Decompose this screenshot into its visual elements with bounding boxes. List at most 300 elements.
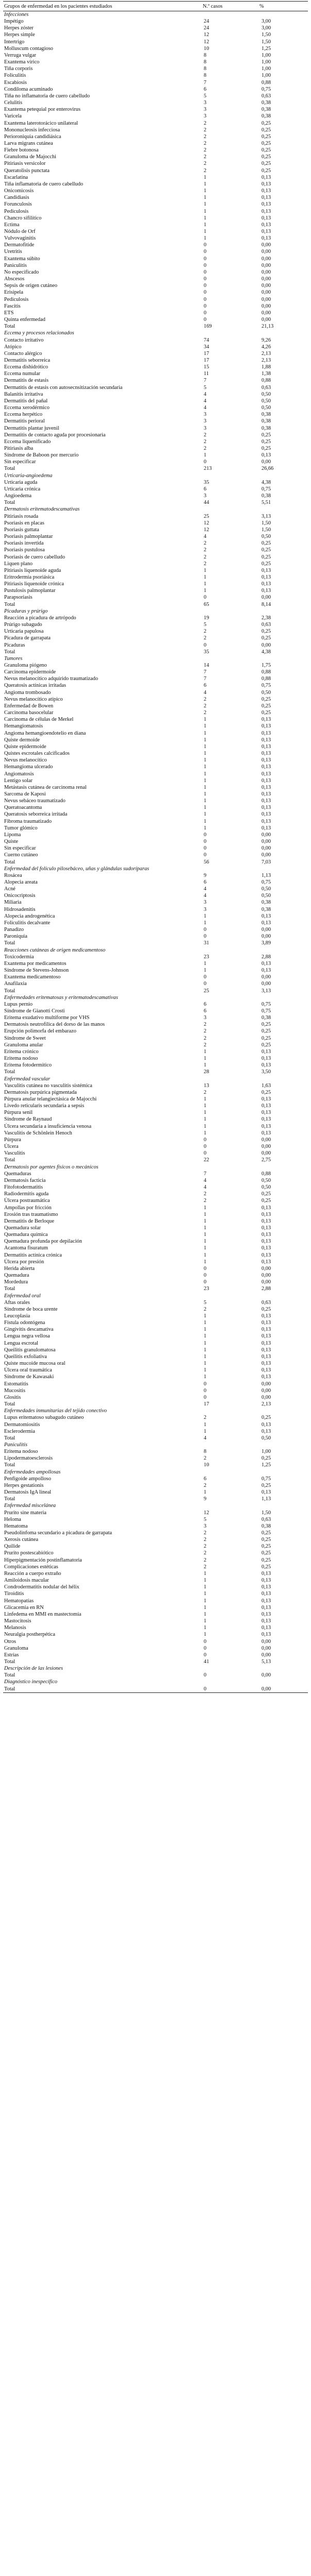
percent-cell: 0,25 <box>261 432 271 438</box>
diagnosis-cell: Quiste mucoide mucosa oral <box>4 1361 66 1367</box>
percent-cell: 0,00 <box>261 1652 271 1658</box>
cases-cell: 7 <box>204 669 207 675</box>
cases-cell: 5 <box>204 384 207 391</box>
table-row <box>3 615 308 621</box>
diagnosis-cell: Nevus sebáceo traumatizado <box>4 798 66 804</box>
cases-cell: 2 <box>204 1022 207 1028</box>
cases-cell: 1 <box>204 1361 207 1367</box>
table-row <box>3 1387 308 1394</box>
diagnosis-cell: Síndrome de boca urente <box>4 1306 58 1312</box>
table-row <box>3 1590 308 1597</box>
total-label: Total <box>3 1686 202 1693</box>
percent-cell: 0,00 <box>261 642 271 648</box>
table-body <box>3 11 308 1693</box>
percent-cell: 0,00 <box>261 269 271 275</box>
percent-cell: 3,00 <box>261 19 271 25</box>
percent-cell: 0,13 <box>261 960 271 967</box>
diagnosis-cell: Lengua negra vellosa <box>4 1333 50 1340</box>
percent-cell: 0,13 <box>261 222 271 228</box>
percent-cell: 0,50 <box>261 886 271 892</box>
group-title: Infecciones <box>4 12 29 18</box>
total-cases: 28 <box>204 1069 209 1075</box>
diagnosis-cell: Exantema petequial por enterovirus <box>4 107 81 113</box>
cases-cell: 1 <box>204 208 207 214</box>
table-row <box>3 1645 308 1652</box>
percent-cell: 0,00 <box>261 1387 271 1394</box>
diagnosis-cell: Vulvovaginitis <box>4 235 36 242</box>
cases-cell: 1 <box>204 913 207 919</box>
table-row <box>3 1516 308 1523</box>
cases-cell: 1 <box>204 1578 207 1584</box>
percent-cell: 0,00 <box>261 1265 271 1272</box>
total-row <box>3 1157 308 1163</box>
table-row <box>3 1604 308 1611</box>
cases-cell: 2 <box>204 1042 207 1048</box>
cases-cell: 1 <box>204 1632 207 1638</box>
cases-cell: 3 <box>204 1523 207 1529</box>
diagnosis-cell: Dermatosis facticia <box>4 1177 46 1183</box>
table-row <box>3 1103 308 1109</box>
percent-cell: 0,88 <box>261 676 271 682</box>
total-cases: 0 <box>204 1672 207 1679</box>
total-percent: 2,75 <box>261 1157 271 1163</box>
table-row <box>3 140 308 147</box>
cases-cell: 1 <box>204 1598 207 1604</box>
diagnosis-cell: Queratosis seborreica irritada <box>4 811 68 818</box>
total-label: Total <box>4 649 15 655</box>
percent-cell: 4,26 <box>261 344 271 350</box>
diagnosis-cell: Queratolisis punctata <box>4 167 50 174</box>
cases-cell: 1 <box>204 195 207 201</box>
table-row <box>3 587 308 594</box>
cases-cell: 2 <box>204 1198 207 1204</box>
percent-cell: 0,13 <box>261 574 271 580</box>
cases-cell: 3 <box>204 906 207 912</box>
total-percent: 7,03 <box>261 859 271 865</box>
diagnosis-cell: Púrpura <box>4 1137 21 1143</box>
table-row <box>3 689 308 696</box>
cases-cell: 8 <box>204 1449 207 1455</box>
cases-cell: 0 <box>204 1638 207 1645</box>
percent-cell: 1,38 <box>261 371 271 377</box>
table-row <box>3 1082 308 1089</box>
cases-cell: 12 <box>204 1510 209 1516</box>
percent-cell: 0,25 <box>261 1530 271 1536</box>
group-header-row <box>3 1076 308 1082</box>
cases-cell: 1 <box>204 1428 207 1434</box>
cases-cell: 4 <box>204 391 207 397</box>
percent-cell: 1,88 <box>261 364 271 370</box>
total-cases: 41 <box>204 1658 209 1665</box>
table-row <box>3 1360 308 1367</box>
diagnosis-cell: Liquen plano <box>4 561 33 567</box>
table-row <box>3 1374 308 1380</box>
cases-cell: 1 <box>204 235 207 242</box>
diagnosis-cell: Gingivitis descamativa <box>4 1327 54 1333</box>
diagnosis-cell: Hematopatías <box>4 1598 34 1604</box>
diagnosis-cell: Enfermedad de Bowen <box>4 703 54 709</box>
percent-cell: 0,50 <box>261 1177 271 1183</box>
percent-cell: 0,00 <box>261 310 271 316</box>
percent-cell: 0,13 <box>261 1123 271 1129</box>
table-row <box>3 818 308 825</box>
percent-cell: 0,13 <box>261 1353 271 1360</box>
percent-cell: 1,50 <box>261 1510 271 1516</box>
table-row <box>3 93 308 99</box>
diagnosis-cell: Mastocitosis <box>4 1618 31 1624</box>
diagnosis-cell: Penfigoide ampolloso <box>4 1476 51 1482</box>
total-label: Total <box>4 1435 15 1441</box>
table-row <box>3 248 308 255</box>
percent-cell: 0,25 <box>261 561 271 567</box>
cases-cell: 1 <box>204 825 207 831</box>
cases-cell: 1 <box>204 1239 207 1245</box>
percent-cell: 0,75 <box>261 879 271 885</box>
diagnosis-cell: Mordedura <box>4 1279 28 1285</box>
diagnosis-cell: Sin especificar <box>4 459 36 465</box>
percent-cell: 0,50 <box>261 534 271 540</box>
percent-cell: 0,25 <box>261 629 271 635</box>
table-row <box>3 208 308 215</box>
table-row <box>3 533 308 540</box>
cases-cell: 0 <box>204 262 207 268</box>
diagnosis-cell: Anafilaxia <box>4 981 27 987</box>
cases-cell: 0 <box>204 642 207 648</box>
group-header-row <box>3 866 308 872</box>
diagnosis-cell: Quistes escrotales calcificados <box>4 751 70 757</box>
table-row <box>3 418 308 425</box>
cases-cell: 0 <box>204 1150 207 1157</box>
diagnosis-cell: Parapsoriasis <box>4 595 32 601</box>
percent-cell: 0,13 <box>261 581 271 587</box>
percent-cell: 0,00 <box>261 1279 271 1285</box>
diagnosis-cell: Úlcera postraumática <box>4 1198 50 1204</box>
cases-cell: 1 <box>204 1103 207 1109</box>
group-title: Eccema y procesos relacionados <box>4 330 74 336</box>
group-title: Paniculitis <box>4 1442 28 1448</box>
cases-cell: 0 <box>204 1279 207 1285</box>
diagnosis-cell: Dermatitis perioral <box>4 418 45 425</box>
table-row <box>3 825 308 832</box>
cases-cell: 2 <box>204 710 207 716</box>
diagnosis-cell: Quemadura <box>4 1273 29 1279</box>
table-row <box>3 194 308 201</box>
table-row <box>3 1089 308 1096</box>
cases-cell: 12 <box>204 527 209 533</box>
cases-cell: 0 <box>204 845 207 852</box>
cases-cell: 17 <box>204 350 209 357</box>
percent-cell: 0,50 <box>261 405 271 411</box>
percent-cell: 0,13 <box>261 1110 271 1116</box>
table-row <box>3 1611 308 1618</box>
cases-cell: 0 <box>204 256 207 262</box>
diagnosis-cell: Quiste dermoide <box>4 737 40 743</box>
percent-cell: 0,25 <box>261 1028 271 1035</box>
percent-cell: 0,00 <box>261 262 271 268</box>
table-row <box>3 621 308 628</box>
table-row <box>3 716 308 723</box>
diagnosis-cell: Prúrigo subagudo <box>4 622 42 628</box>
total-cases: 23 <box>204 1286 209 1292</box>
percent-cell: 0,13 <box>261 764 271 770</box>
table-row <box>3 1137 308 1143</box>
diagnosis-cell: Tumor glómico <box>4 825 38 831</box>
diagnosis-cell: Paroniquia <box>4 934 28 940</box>
diagnosis-cell: Carcinoma de células de Merkel <box>4 717 74 723</box>
diagnosis-cell: Lipoma <box>4 832 21 838</box>
table-row <box>3 520 308 527</box>
table-row <box>3 635 308 641</box>
table-row <box>3 750 308 757</box>
percent-cell: 0,13 <box>261 777 271 784</box>
table-row <box>3 31 308 38</box>
diagnosis-cell: Estomatitis <box>4 1381 28 1387</box>
diagnosis-table <box>3 1 308 1693</box>
cases-cell: 2 <box>204 540 207 547</box>
cases-cell: 6 <box>204 86 207 92</box>
table-row <box>3 1279 308 1285</box>
total-percent: 3,13 <box>261 988 271 994</box>
diagnosis-cell: Complicaciones estéticas <box>4 1564 58 1570</box>
percent-cell: 0,13 <box>261 1611 271 1617</box>
diagnosis-cell: Amiloidosis macular <box>4 1578 49 1584</box>
total-percent: 4,38 <box>261 649 271 655</box>
diagnosis-cell: Tiña inflamatoria de cuero cabelludo <box>4 181 84 187</box>
percent-cell: 0,00 <box>261 317 271 323</box>
percent-cell: 0,13 <box>261 771 271 777</box>
cases-cell: 2 <box>204 438 207 445</box>
table-row <box>3 99 308 106</box>
diagnosis-cell: Pustulosis palmoplantar <box>4 588 56 594</box>
cases-cell: 0 <box>204 310 207 316</box>
cases-cell: 2 <box>204 167 207 174</box>
table-row <box>3 967 308 974</box>
table-row <box>3 303 308 310</box>
cases-cell: 0 <box>204 1144 207 1150</box>
cases-cell: 1 <box>204 771 207 777</box>
table-row <box>3 398 308 404</box>
table-row <box>3 459 308 465</box>
table-row <box>3 1564 308 1570</box>
total-cases: 22 <box>204 1157 209 1163</box>
percent-cell: 0,25 <box>261 1537 271 1543</box>
percent-cell: 0,13 <box>261 588 271 594</box>
table-row <box>3 282 308 289</box>
total-percent: 1,25 <box>261 1462 271 1468</box>
percent-cell: 0,63 <box>261 622 271 628</box>
table-row <box>3 798 308 804</box>
diagnosis-cell: Lupus pernio <box>4 1001 33 1007</box>
diagnosis-cell: Herida abierta <box>4 1265 35 1272</box>
diagnosis-cell: Úlcera oral traumática <box>4 1367 52 1374</box>
percent-cell: 0,13 <box>261 1116 271 1123</box>
table-row <box>3 1523 308 1530</box>
table-row <box>3 65 308 72</box>
diagnosis-cell: Radiodermitis aguda <box>4 1191 49 1197</box>
diagnosis-cell: Intertrigo <box>4 39 25 45</box>
cases-cell: 1 <box>204 1048 207 1055</box>
diagnosis-cell: Contacto irritativo <box>4 337 44 343</box>
total-row <box>3 988 308 994</box>
percent-cell: 0,13 <box>261 1604 271 1611</box>
table-row <box>3 1048 308 1055</box>
percent-cell: 0,13 <box>261 1252 271 1258</box>
header-cases: N.º casos <box>202 2 258 11</box>
percent-cell: 0,13 <box>261 1333 271 1340</box>
diagnosis-cell: Úlcera secundaria a insuficiencia venosa <box>4 1123 92 1129</box>
diagnosis-cell: Pitiriasis versicolor <box>4 161 46 167</box>
table-row <box>3 1272 308 1279</box>
diagnosis-cell: Contacto alérgico <box>4 350 42 357</box>
table-row <box>3 357 308 364</box>
total-label: Total <box>4 1069 15 1075</box>
diagnosis-cell: Heloma <box>4 1516 21 1522</box>
table-row <box>3 1482 308 1489</box>
diagnosis-cell: Herpes simple <box>4 32 35 38</box>
table-row <box>3 59 308 65</box>
diagnosis-cell: Úlcera <box>4 1144 19 1150</box>
diagnosis-cell: Mucositis <box>4 1387 25 1394</box>
diagnosis-cell: Panadizo <box>4 927 24 933</box>
percent-cell: 0,38 <box>261 1523 271 1529</box>
diagnosis-cell: Tiña no inflamatoria de cuero cabelludo <box>4 93 90 99</box>
table-row <box>3 1319 308 1326</box>
total-cases: 65 <box>204 601 209 607</box>
group-title: Diagnóstico inespecífico <box>4 1679 58 1685</box>
cases-cell: 1 <box>204 960 207 967</box>
total-cases: 44 <box>204 500 209 506</box>
table-row <box>3 1577 308 1584</box>
total-percent: 0,50 <box>261 1435 271 1441</box>
percent-cell: 0,00 <box>261 927 271 933</box>
diagnosis-cell: Granuloma <box>4 1645 28 1651</box>
cases-cell: 1 <box>204 717 207 723</box>
header-group: Grupos de enfermedad en los pacientes estudiados <box>3 2 202 11</box>
percent-cell: 0,88 <box>261 669 271 675</box>
diagnosis-cell: Eritema fotodermitico <box>4 1062 52 1069</box>
table-row <box>3 174 308 181</box>
table-row <box>3 1035 308 1042</box>
cases-cell: 5 <box>204 93 207 99</box>
diagnosis-cell: Eritema nodoso <box>4 1449 38 1455</box>
table-header-row <box>3 2 308 11</box>
percent-cell: 0,00 <box>261 303 271 309</box>
diagnosis-cell: Psoriasis invertida <box>4 540 44 547</box>
percent-cell: 0,88 <box>261 79 271 86</box>
total-row <box>3 1462 308 1468</box>
cases-cell: 1 <box>204 743 207 750</box>
percent-cell: 0,63 <box>261 384 271 391</box>
percent-cell: 0,00 <box>261 974 271 980</box>
percent-cell: 0,00 <box>261 595 271 601</box>
cases-cell: 1 <box>204 791 207 797</box>
percent-cell: 0,13 <box>261 1347 271 1353</box>
cases-cell: 8 <box>204 73 207 79</box>
diagnosis-cell: Dermatomiositis <box>4 1421 40 1428</box>
percent-cell: 0,13 <box>261 1361 271 1367</box>
diagnosis-cell: Eritrodermia psoriásica <box>4 574 55 580</box>
percent-cell: 0,25 <box>261 446 271 451</box>
diagnosis-cell: Balanitis irritativa <box>4 391 43 397</box>
diagnosis-cell: Granuloma de Majocchi <box>4 154 56 160</box>
group-title: Enfermedad vascular <box>4 1076 51 1082</box>
diagnosis-cell: Quemadura química <box>4 1232 48 1238</box>
cases-cell: 0 <box>204 269 207 275</box>
table-row <box>3 1543 308 1550</box>
group-header-row <box>3 1665 308 1672</box>
table-row <box>3 682 308 689</box>
cases-cell: 6 <box>204 879 207 885</box>
diagnosis-cell: Urticaria crónica <box>4 486 41 492</box>
table-row <box>3 377 308 384</box>
group-title: Dermatosis por agentes físicos o mecánicos <box>4 1164 99 1170</box>
percent-cell: 0,75 <box>261 1001 271 1007</box>
cases-cell: 6 <box>204 1008 207 1014</box>
percent-cell: 1,13 <box>261 872 271 878</box>
percent-cell: 0,25 <box>261 1089 271 1095</box>
table-row <box>3 1652 308 1658</box>
total-percent: 26,66 <box>261 466 274 472</box>
total-row <box>3 1435 308 1442</box>
table-row <box>3 1536 308 1543</box>
diagnosis-cell: Fístula odontógena <box>4 1320 45 1326</box>
percent-cell: 0,00 <box>261 1645 271 1651</box>
group-title: Tumores <box>4 655 23 662</box>
percent-cell: 0,00 <box>261 1150 271 1157</box>
percent-cell: 0,25 <box>261 147 271 154</box>
cases-cell: 4 <box>204 893 207 899</box>
cases-cell: 2 <box>204 1089 207 1095</box>
table-row <box>3 1062 308 1069</box>
table-row <box>3 1428 308 1435</box>
total-label: Total <box>4 1658 15 1665</box>
table-row <box>3 1394 308 1401</box>
table-row <box>3 886 308 892</box>
diagnosis-cell: Queilitis granulomatosa <box>4 1347 56 1353</box>
cases-cell: 1 <box>204 1570 207 1577</box>
cases-cell: 4 <box>204 1184 207 1191</box>
percent-cell: 1,25 <box>261 45 271 52</box>
cases-cell: 1 <box>204 201 207 208</box>
cases-cell: 0 <box>204 839 207 845</box>
table-row <box>3 167 308 174</box>
diagnosis-cell: Condrodermatitis nodular del hélix <box>4 1584 79 1590</box>
diagnosis-cell: Impétigo <box>4 19 24 25</box>
diagnosis-cell: Quemadura profunda por depilación <box>4 1239 82 1245</box>
cases-cell: 2 <box>204 1191 207 1197</box>
table-row <box>3 181 308 188</box>
table-row <box>3 933 308 940</box>
cases-cell: 2 <box>204 133 207 140</box>
diagnosis-cell: Cuerno cutáneo <box>4 852 38 858</box>
total-cases: 213 <box>204 466 212 472</box>
table-row <box>3 777 308 784</box>
total-row <box>3 465 308 472</box>
percent-cell: 0,13 <box>261 968 271 974</box>
diagnosis-cell: Psoriasis palmoplantar <box>4 534 53 540</box>
percent-cell: 0,00 <box>261 242 271 248</box>
percent-cell: 0,13 <box>261 1578 271 1584</box>
cases-cell: 1 <box>204 818 207 824</box>
cases-cell: 1 <box>204 1056 207 1062</box>
table-row <box>3 737 308 743</box>
cases-cell: 2 <box>204 1550 207 1556</box>
diagnosis-cell: Metástasis cutánea de carcinoma renal <box>4 784 87 790</box>
cases-cell: 2 <box>204 635 207 641</box>
cases-cell: 1 <box>204 1584 207 1590</box>
total-percent: 2,13 <box>261 1401 271 1408</box>
percent-cell: 0,00 <box>261 1381 271 1387</box>
